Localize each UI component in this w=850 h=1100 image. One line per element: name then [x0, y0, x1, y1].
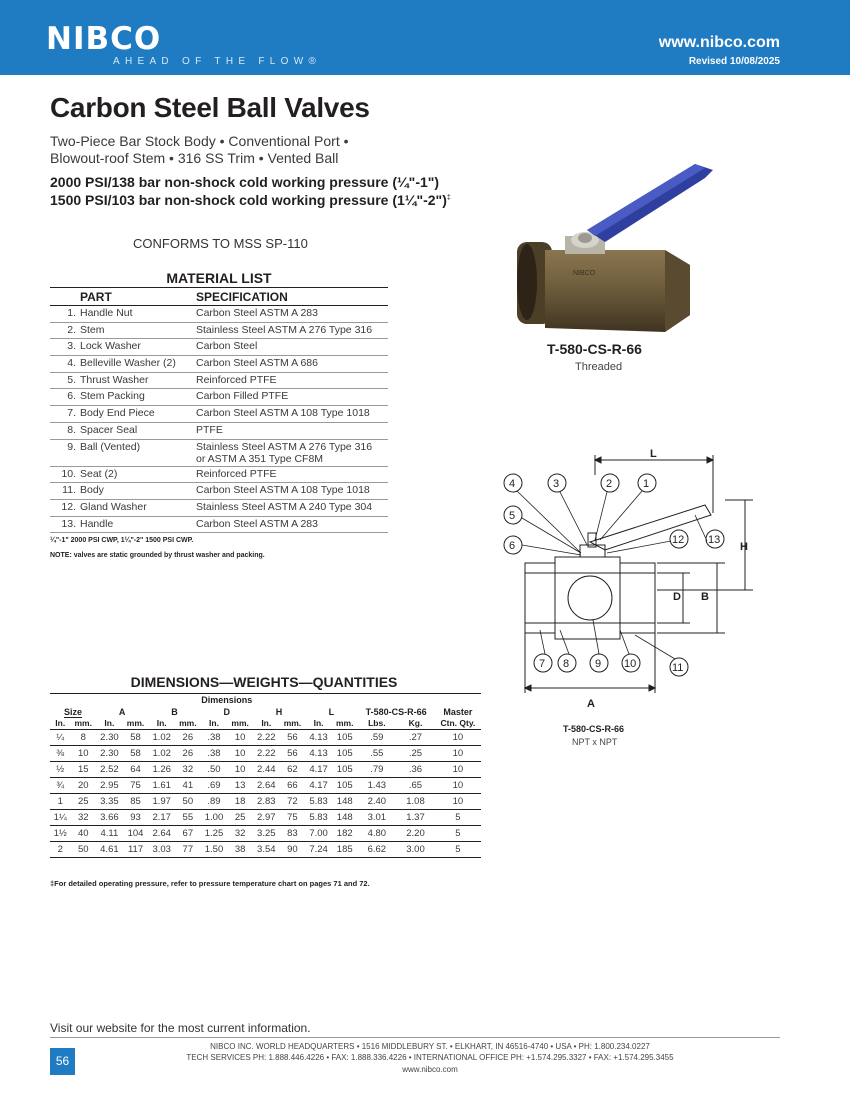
part-number: 11.: [50, 483, 80, 500]
dimension-cell: 72: [280, 794, 306, 810]
dimension-cell: 58: [123, 746, 149, 762]
part-number: 5.: [50, 372, 80, 389]
dimension-cell: 2.20: [396, 826, 435, 842]
website-link[interactable]: www.nibco.com: [658, 34, 780, 51]
callout-3: [548, 474, 566, 492]
material-row: [50, 516, 388, 533]
unit-label: mm.: [175, 718, 201, 730]
material-row: [50, 439, 388, 466]
part-number: 1.: [50, 306, 80, 323]
dimension-cell: 10: [435, 730, 481, 746]
dimension-cell: 85: [123, 794, 149, 810]
callout-4: [504, 474, 522, 492]
dimension-row: [50, 746, 481, 762]
dimension-cell: 10: [435, 778, 481, 794]
dim-B: B: [701, 591, 709, 603]
callout-7: [534, 654, 552, 672]
dimension-cell: 32: [227, 826, 253, 842]
dimension-cell: 4.80: [358, 826, 397, 842]
dimension-cell: 2.83: [253, 794, 280, 810]
material-row: [50, 322, 388, 339]
part-spec: Stainless Steel ASTM A 240 Type 304: [196, 499, 388, 516]
dimension-cell: .69: [201, 778, 228, 794]
dimension-cell: 2.22: [253, 746, 280, 762]
callout-12: [670, 530, 688, 548]
dimension-cell: 67: [175, 826, 201, 842]
part-name: Body End Piece: [80, 406, 196, 423]
col-part: PART: [50, 288, 196, 306]
dimension-cell: 40: [70, 826, 96, 842]
dimension-cell: 5: [435, 842, 481, 858]
dimension-cell: 4.13: [305, 730, 332, 746]
dimension-cell: 1.61: [148, 778, 175, 794]
dim-H: H: [740, 541, 748, 553]
dimension-cell: 2.17: [148, 810, 175, 826]
unit-label: Ctn. Qty.: [435, 718, 481, 730]
dimension-cell: .79: [358, 762, 397, 778]
material-row: [50, 306, 388, 323]
dimension-cell: 1¼: [50, 810, 70, 826]
dimension-cell: 5.83: [305, 810, 332, 826]
unit-label: In.: [253, 718, 280, 730]
grounding-note: NOTE: valves are static grounded by thrust washer and packing.: [50, 552, 265, 559]
part-name: Thrust Washer: [80, 372, 196, 389]
part-name: Seat (2): [80, 466, 196, 483]
dimension-cell: 56: [280, 746, 306, 762]
unit-label: mm.: [227, 718, 253, 730]
dimension-cell: 2: [50, 842, 70, 858]
dimension-cell: 1.43: [358, 778, 397, 794]
material-row: [50, 483, 388, 500]
col-spec: SPECIFICATION: [196, 288, 388, 306]
dimension-cell: ¾: [50, 778, 70, 794]
part-number: 7.: [50, 406, 80, 423]
product-label: T-580-CS-R-66: [547, 341, 642, 357]
dimension-cell: 1½: [50, 826, 70, 842]
dimension-cell: 64: [123, 762, 149, 778]
dimension-cell: 4.11: [96, 826, 123, 842]
dimension-cell: 2.64: [253, 778, 280, 794]
dimension-cell: 83: [280, 826, 306, 842]
dimension-cell: 10: [435, 762, 481, 778]
dimension-cell: .36: [396, 762, 435, 778]
dimension-cell: 2.30: [96, 730, 123, 746]
material-row: [50, 466, 388, 483]
dimension-cell: 2.95: [96, 778, 123, 794]
dimension-cell: 3.25: [253, 826, 280, 842]
nibco-logo: NIBCO: [46, 21, 162, 57]
svg-text:6: 6: [509, 540, 516, 552]
dimension-cell: .38: [201, 730, 228, 746]
part-number: 13.: [50, 516, 80, 533]
dimension-cell: 50: [70, 842, 96, 858]
col-weights: T-580-CS-R-66: [365, 706, 427, 717]
pressure-footnote: ‡For detailed operating pressure, refer to pressure temperature chart on pages 71 and 72.: [50, 879, 370, 888]
part-spec: Carbon Steel: [196, 339, 388, 356]
subtitle-line2: Blowout-roof Stem • 316 SS Trim • Vented Ball: [50, 150, 339, 166]
dimension-cell: 15: [70, 762, 96, 778]
dimension-cell: 7.24: [305, 842, 332, 858]
part-number: 4.: [50, 356, 80, 373]
col-b: B: [171, 706, 178, 717]
dimension-cell: 10: [70, 746, 96, 762]
dimension-cell: 93: [123, 810, 149, 826]
dimension-cell: .27: [396, 730, 435, 746]
part-name: Gland Washer: [80, 499, 196, 516]
dim-L: L: [650, 448, 657, 460]
dimension-cell: 105: [332, 746, 358, 762]
part-spec: Carbon Steel ASTM A 108 Type 1018: [196, 483, 388, 500]
dimension-cell: 1.25: [201, 826, 228, 842]
part-name: Spacer Seal: [80, 422, 196, 439]
svg-text:8: 8: [563, 658, 570, 670]
dimension-cell: 3.01: [358, 810, 397, 826]
material-row: [50, 406, 388, 423]
svg-text:1: 1: [643, 478, 650, 490]
dimension-cell: 26: [175, 730, 201, 746]
valve-diagram: [495, 445, 775, 715]
part-spec: Carbon Steel ASTM A 686: [196, 356, 388, 373]
callout-10: [622, 654, 640, 672]
dimension-cell: 3.54: [253, 842, 280, 858]
dimension-cell: 1.00: [201, 810, 228, 826]
dimension-cell: 1.02: [148, 746, 175, 762]
unit-label: mm.: [70, 718, 96, 730]
callout-8: [558, 654, 576, 672]
product-sub: Threaded: [575, 361, 623, 373]
footer-contacts: TECH SERVICES PH: 1.888.446.4226 • FAX: 1.888.336.4226 • INTERNATIONAL OFFICE PH: +1.574.295.3327 • FAX: +1.574.295.3455: [186, 1053, 674, 1062]
dimension-cell: 182: [332, 826, 358, 842]
part-number: 2.: [50, 322, 80, 339]
dimension-row: [50, 794, 481, 810]
dimension-cell: 10: [227, 762, 253, 778]
material-row: [50, 389, 388, 406]
cwp-note: ¼"-1" 2000 PSI CWP, 1¼"-2" 1500 PSI CWP.: [50, 537, 194, 544]
dimension-cell: 25: [70, 794, 96, 810]
callout-9: [590, 654, 608, 672]
dimension-cell: 4.17: [305, 778, 332, 794]
dimension-cell: 2.30: [96, 746, 123, 762]
dimension-cell: 41: [175, 778, 201, 794]
dimension-cell: 13: [227, 778, 253, 794]
dimensions-table: [50, 693, 481, 858]
dimensions-title: DIMENSIONS—WEIGHTS—QUANTITIES: [130, 674, 398, 690]
part-spec: Carbon Filled PTFE: [196, 389, 388, 406]
callout-11: [670, 658, 688, 676]
dimension-cell: 1.37: [396, 810, 435, 826]
subtitle-line1: Two-Piece Bar Stock Body • Conventional Port •: [50, 133, 349, 149]
dimension-row: [50, 778, 481, 794]
dim-A: A: [587, 698, 595, 710]
part-spec: Carbon Steel ASTM A 283: [196, 306, 388, 323]
dimension-cell: 18: [227, 794, 253, 810]
dimension-cell: 38: [227, 842, 253, 858]
dimension-cell: 55: [175, 810, 201, 826]
material-row: [50, 499, 388, 516]
dimension-cell: 3.35: [96, 794, 123, 810]
dimension-cell: 2.22: [253, 730, 280, 746]
svg-text:12: 12: [672, 534, 685, 546]
dimensions-group-label: Dimensions: [96, 694, 357, 706]
dimension-row: [50, 730, 481, 746]
part-number: 9.: [50, 439, 80, 466]
part-name: Stem Packing: [80, 389, 196, 406]
valve-photo: [515, 160, 715, 335]
footer-website[interactable]: www.nibco.com: [402, 1065, 458, 1074]
dimension-cell: 75: [123, 778, 149, 794]
unit-label: mm.: [332, 718, 358, 730]
col-d: D: [223, 706, 230, 717]
part-name: Handle: [80, 516, 196, 533]
pressure-line2: 1500 PSI/103 bar non-shock cold working pressure (1¼"-2")‡: [50, 192, 451, 208]
size-label: Size: [64, 706, 83, 717]
part-spec: PTFE: [196, 422, 388, 439]
dimension-cell: 66: [280, 778, 306, 794]
dimension-cell: 26: [175, 746, 201, 762]
page-number: 56: [50, 1048, 75, 1075]
dimension-cell: 3.00: [396, 842, 435, 858]
dimension-cell: 105: [332, 730, 358, 746]
dimension-cell: 20: [70, 778, 96, 794]
dimension-cell: 148: [332, 794, 358, 810]
dimension-cell: 1.97: [148, 794, 175, 810]
unit-label: In.: [201, 718, 228, 730]
dimension-cell: .65: [396, 778, 435, 794]
unit-label: mm.: [123, 718, 149, 730]
unit-label: In.: [50, 718, 70, 730]
dimension-cell: 3.03: [148, 842, 175, 858]
visit-website-note: Visit our website for the most current information.: [50, 1021, 311, 1035]
dim-D: D: [673, 591, 681, 603]
dimension-cell: .55: [358, 746, 397, 762]
page-header: [0, 0, 850, 75]
dimension-cell: .89: [201, 794, 228, 810]
part-number: 10.: [50, 466, 80, 483]
dimension-cell: 62: [280, 762, 306, 778]
unit-label: In.: [148, 718, 175, 730]
dimension-row: [50, 842, 481, 858]
material-list-table: [50, 287, 388, 533]
dimension-cell: 104: [123, 826, 149, 842]
svg-text:10: 10: [624, 658, 637, 670]
diagram-sub: NPT x NPT: [572, 737, 618, 747]
dimension-cell: 8: [70, 730, 96, 746]
dimension-row: [50, 826, 481, 842]
part-name: Belleville Washer (2): [80, 356, 196, 373]
svg-text:9: 9: [595, 658, 602, 670]
dimension-cell: ½: [50, 762, 70, 778]
callout-1: [638, 474, 656, 492]
tagline: AHEAD OF THE FLOW®: [113, 56, 322, 67]
units-row: [50, 718, 481, 730]
part-spec: Carbon Steel ASTM A 283: [196, 516, 388, 533]
dimension-cell: 2.52: [96, 762, 123, 778]
dimension-cell: .59: [358, 730, 397, 746]
callout-6: [504, 536, 522, 554]
dimension-cell: 185: [332, 842, 358, 858]
dimension-cell: .38: [201, 746, 228, 762]
dimension-cell: 3.66: [96, 810, 123, 826]
dimension-cell: 10: [227, 746, 253, 762]
dimension-cell: .25: [396, 746, 435, 762]
diagram-label: T-580-CS-R-66: [563, 724, 625, 734]
dimension-cell: 4.61: [96, 842, 123, 858]
page-title: Carbon Steel Ball Valves: [50, 92, 370, 123]
part-number: 12.: [50, 499, 80, 516]
part-number: 8.: [50, 422, 80, 439]
svg-text:3: 3: [553, 478, 560, 490]
svg-text:5: 5: [509, 510, 516, 522]
dimension-cell: 50: [175, 794, 201, 810]
dimension-cell: 4.13: [305, 746, 332, 762]
dimension-cell: 32: [70, 810, 96, 826]
material-row: [50, 339, 388, 356]
svg-text:4: 4: [509, 478, 516, 490]
dimension-cell: 56: [280, 730, 306, 746]
dimension-cell: 6.62: [358, 842, 397, 858]
dimension-cell: 5: [435, 826, 481, 842]
col-l: L: [328, 706, 335, 717]
unit-label: Kg.: [396, 718, 435, 730]
dimension-cell: 58: [123, 730, 149, 746]
part-spec: Stainless Steel ASTM A 276 Type 316 or ASTM A 351 Type CF8M: [196, 439, 388, 466]
material-row: [50, 372, 388, 389]
dimension-cell: 2.97: [253, 810, 280, 826]
svg-text:11: 11: [672, 662, 684, 674]
col-h: H: [275, 706, 283, 717]
col-a: A: [118, 706, 126, 717]
dimension-cell: ⅜: [50, 746, 70, 762]
dimension-cell: 1.26: [148, 762, 175, 778]
dimension-cell: 1.08: [396, 794, 435, 810]
dimension-cell: 75: [280, 810, 306, 826]
part-number: 3.: [50, 339, 80, 356]
footer-hq: NIBCO INC. WORLD HEADQUARTERS • 1516 MIDDLEBURY ST. • ELKHART, IN 46516-4740 • USA • PH: 1.800.234.0227: [210, 1042, 650, 1051]
dimension-cell: 32: [175, 762, 201, 778]
callout-2: [601, 474, 619, 492]
dimension-cell: ¼: [50, 730, 70, 746]
callout-5: [504, 506, 522, 524]
pressure-line1: 2000 PSI/138 bar non-shock cold working pressure (¼"-1"): [50, 174, 440, 190]
dimension-cell: 117: [123, 842, 149, 858]
part-name: Lock Washer: [80, 339, 196, 356]
svg-text:2: 2: [606, 478, 613, 490]
part-name: Body: [80, 483, 196, 500]
dimension-cell: 148: [332, 810, 358, 826]
dimension-cell: 77: [175, 842, 201, 858]
dimension-cell: 2.44: [253, 762, 280, 778]
part-name: Stem: [80, 322, 196, 339]
part-name: Ball (Vented): [80, 439, 196, 466]
dimension-cell: 90: [280, 842, 306, 858]
dimension-cell: 105: [332, 778, 358, 794]
dimension-cell: 1: [50, 794, 70, 810]
part-spec: Reinforced PTFE: [196, 466, 388, 483]
unit-label: mm.: [280, 718, 306, 730]
dimension-cell: 105: [332, 762, 358, 778]
dimension-cell: 1.02: [148, 730, 175, 746]
svg-text:NIBCO: NIBCO: [573, 270, 596, 277]
col-master: Master: [443, 706, 473, 717]
dimension-cell: .50: [201, 762, 228, 778]
unit-label: In.: [305, 718, 332, 730]
dimension-cell: 4.17: [305, 762, 332, 778]
dimension-cell: 7.00: [305, 826, 332, 842]
part-spec: Stainless Steel ASTM A 276 Type 316: [196, 322, 388, 339]
unit-label: Lbs.: [358, 718, 397, 730]
part-name: Handle Nut: [80, 306, 196, 323]
dimension-cell: 5: [435, 810, 481, 826]
revised-date: Revised 10/08/2025: [688, 56, 780, 67]
part-number: 6.: [50, 389, 80, 406]
part-spec: Carbon Steel ASTM A 108 Type 1018: [196, 406, 388, 423]
dimension-cell: 10: [227, 730, 253, 746]
material-list-title: MATERIAL LIST: [166, 270, 272, 286]
part-spec: Reinforced PTFE: [196, 372, 388, 389]
callout-13: [706, 530, 724, 548]
footer-divider: [50, 1037, 780, 1038]
dimension-cell: 25: [227, 810, 253, 826]
dimension-cell: 10: [435, 794, 481, 810]
dimension-row: [50, 762, 481, 778]
material-row: [50, 422, 388, 439]
svg-text:7: 7: [539, 658, 546, 670]
dimension-cell: 1.50: [201, 842, 228, 858]
dimension-cell: 5.83: [305, 794, 332, 810]
dimension-row: [50, 810, 481, 826]
material-row: [50, 356, 388, 373]
conforms-standard: CONFORMS TO MSS SP-110: [133, 236, 308, 251]
dimension-cell: 2.64: [148, 826, 175, 842]
dimension-cell: 2.40: [358, 794, 397, 810]
unit-label: In.: [96, 718, 123, 730]
dimension-cell: 10: [435, 746, 481, 762]
svg-text:13: 13: [708, 534, 721, 546]
